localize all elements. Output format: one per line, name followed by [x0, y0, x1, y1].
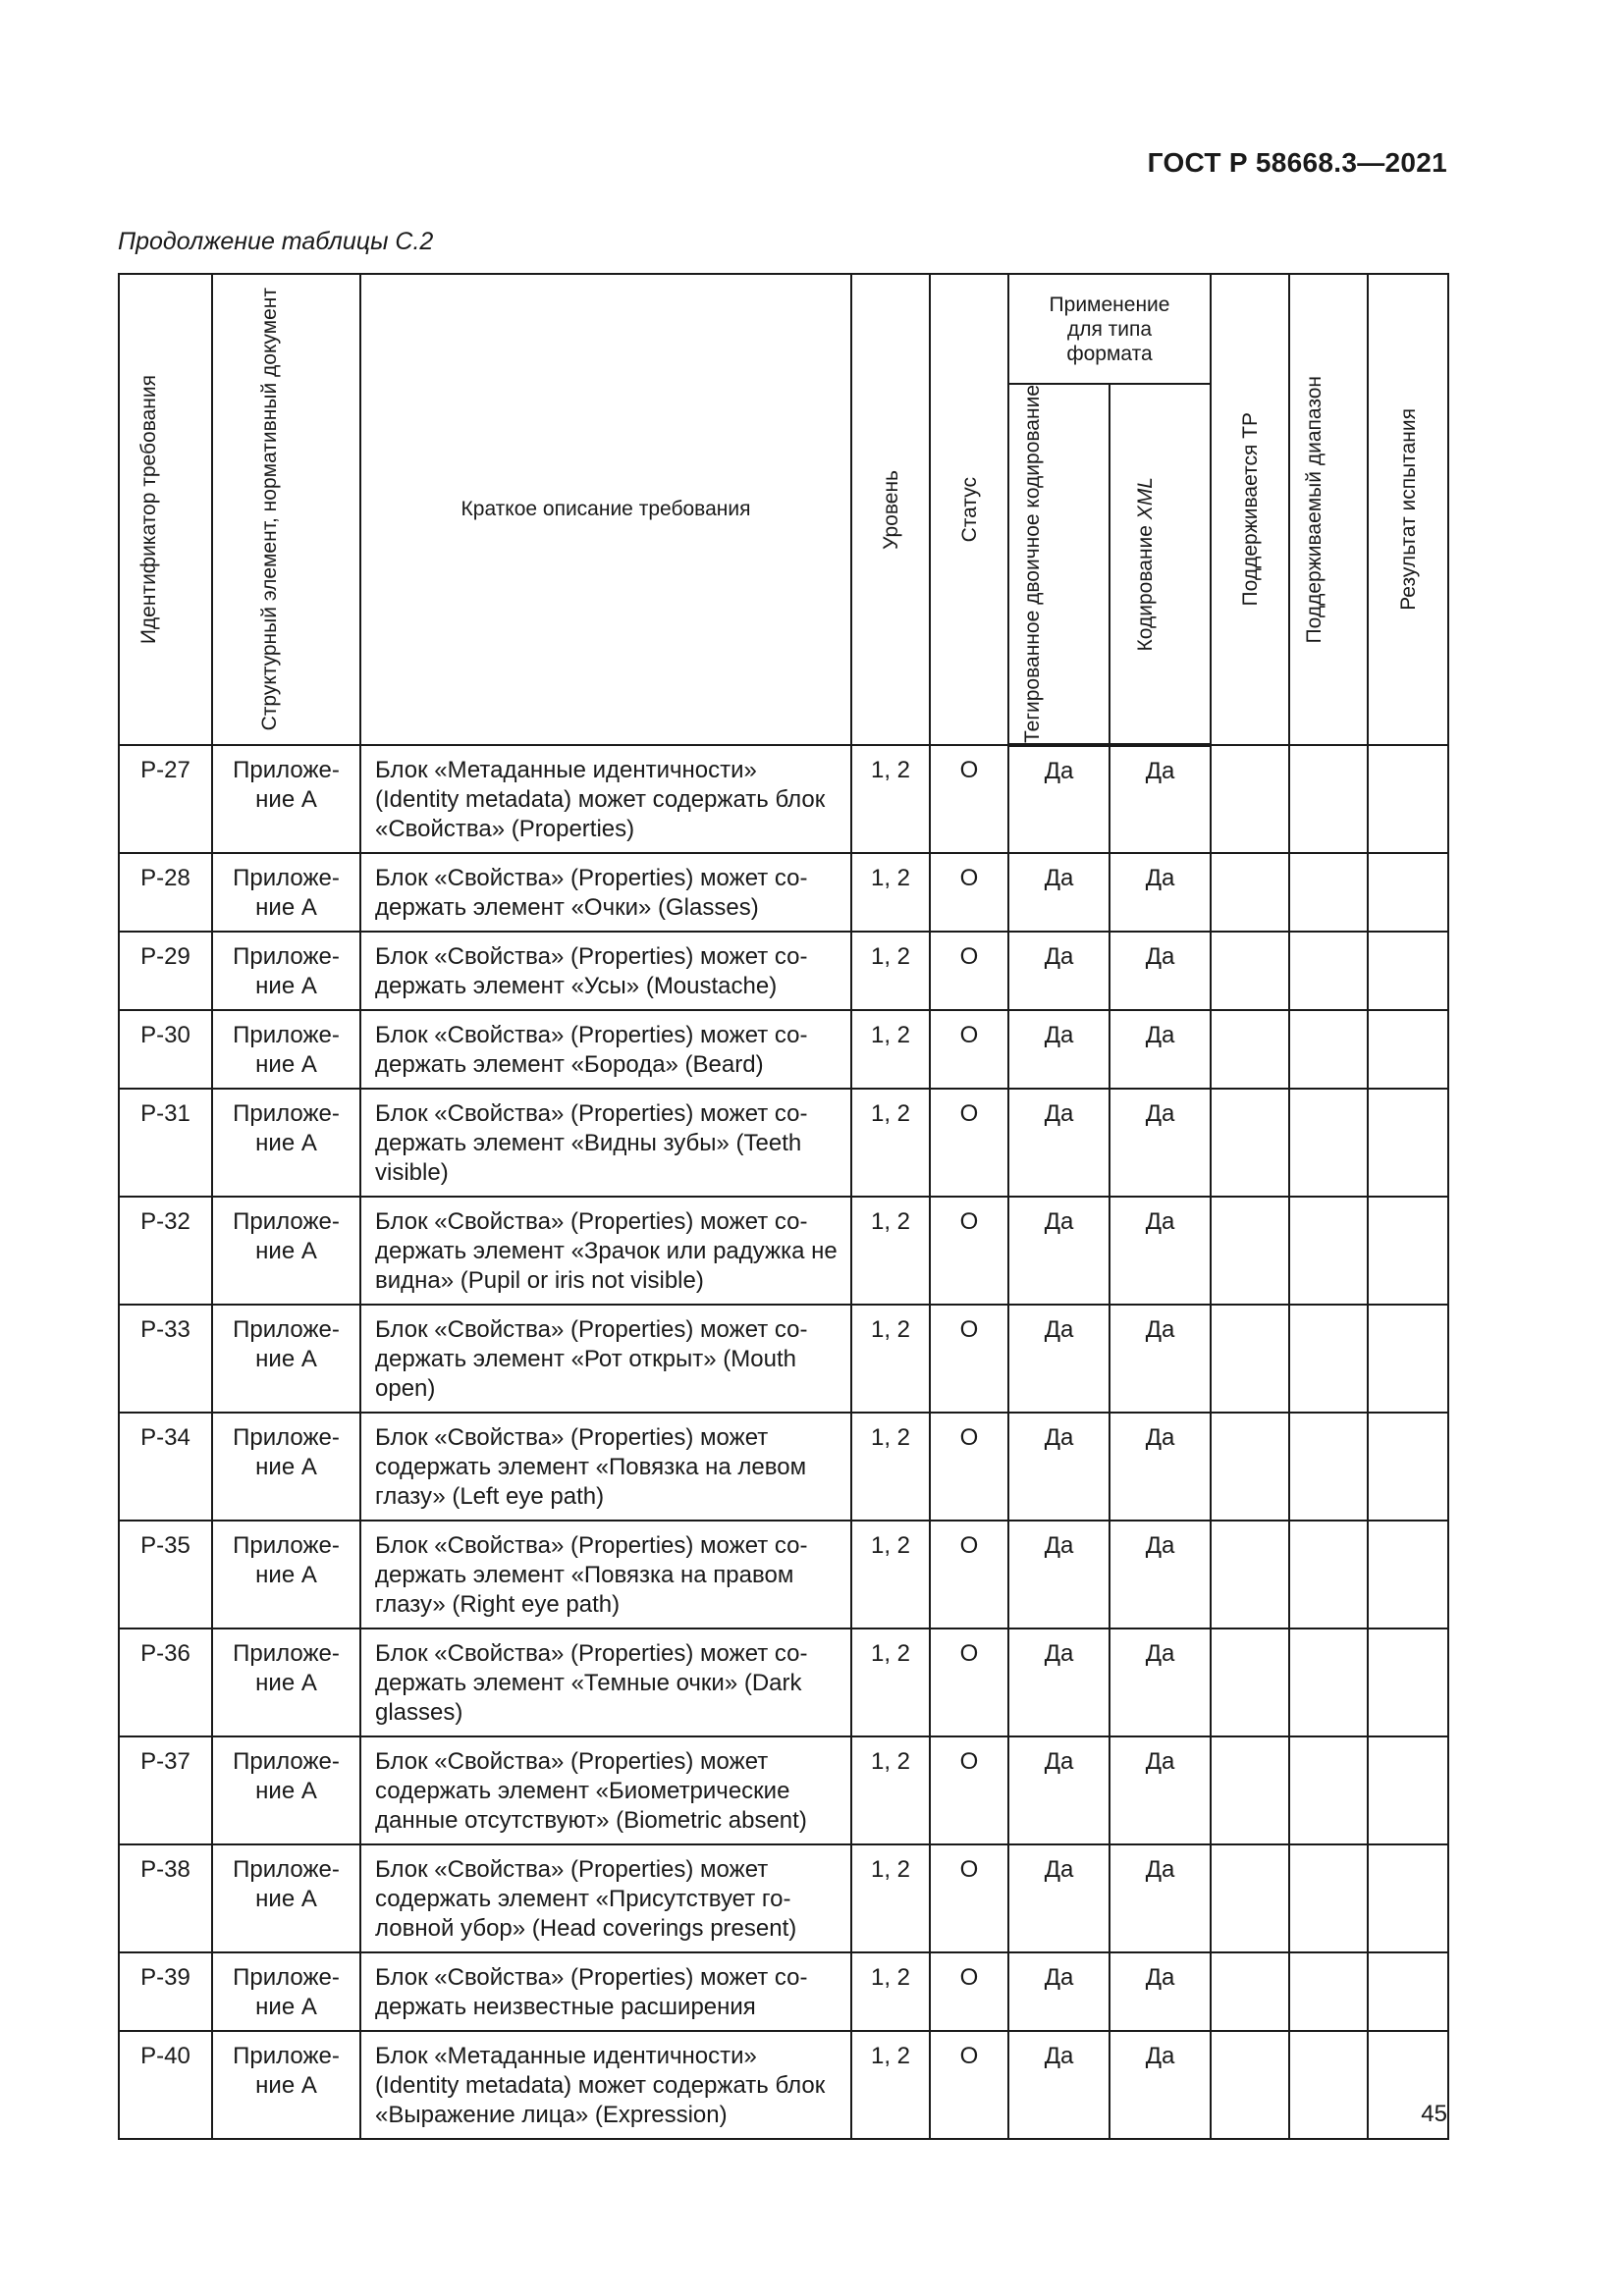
cell-tagged-binary: Да [1008, 1010, 1110, 1089]
cell-structural: Приложе-ние A [212, 1736, 360, 1844]
cell-description: Блок «Метаданные идентичности» (Identity metadata) может содержать блок «Свойства» (Properties) [360, 745, 851, 853]
cell-tagged-binary: Да [1008, 1521, 1110, 1629]
cell-supported [1211, 932, 1289, 1010]
cell-range [1289, 1010, 1368, 1089]
cell-result [1368, 1010, 1448, 1089]
cell-structural: Приложе-ние A [212, 1629, 360, 1736]
cell-status: O [930, 1521, 1008, 1629]
cell-id: P-34 [119, 1413, 212, 1521]
cell-description: Блок «Свойства» (Properties) может со-держать элемент «Темные очки» (Dark glasses) [360, 1629, 851, 1736]
cell-supported [1211, 1305, 1289, 1413]
cell-xml: Да [1110, 1629, 1211, 1736]
cell-range [1289, 1629, 1368, 1736]
table-row [119, 1089, 1448, 1197]
header-level: Уровень [851, 274, 930, 745]
cell-description: Блок «Свойства» (Properties) может со-держать элемент «Борода» (Beard) [360, 1010, 851, 1089]
cell-description: Блок «Свойства» (Properties) может со-держать неизвестные расширения [360, 1952, 851, 2031]
cell-id: P-27 [119, 745, 212, 853]
cell-xml: Да [1110, 1736, 1211, 1844]
table-row [119, 1629, 1448, 1736]
table-caption: Продолжение таблицы С.2 [118, 228, 434, 255]
cell-id: P-37 [119, 1736, 212, 1844]
cell-id: P-33 [119, 1305, 212, 1413]
header-xml: Кодирование XML [1110, 384, 1211, 745]
cell-status: O [930, 1010, 1008, 1089]
cell-result [1368, 1521, 1448, 1629]
cell-range [1289, 1521, 1368, 1629]
cell-tagged-binary: Да [1008, 1952, 1110, 2031]
header-status: Статус [930, 274, 1008, 745]
cell-supported [1211, 853, 1289, 932]
cell-status: O [930, 1413, 1008, 1521]
cell-tagged-binary: Да [1008, 745, 1110, 853]
cell-status: O [930, 1844, 1008, 1952]
cell-level: 1, 2 [851, 1305, 930, 1413]
cell-tagged-binary: Да [1008, 1629, 1110, 1736]
cell-description: Блок «Свойства» (Properties) может со-держать элемент «Усы» (Moustache) [360, 932, 851, 1010]
cell-range [1289, 1197, 1368, 1305]
cell-level: 1, 2 [851, 1413, 930, 1521]
cell-status: O [930, 1952, 1008, 2031]
cell-supported [1211, 1629, 1289, 1736]
table-row [119, 1736, 1448, 1844]
cell-description: Блок «Свойства» (Properties) может со-держать элемент «Очки» (Glasses) [360, 853, 851, 932]
cell-structural: Приложе-ние A [212, 1305, 360, 1413]
cell-level: 1, 2 [851, 1736, 930, 1844]
cell-structural: Приложе-ние A [212, 1413, 360, 1521]
cell-xml: Да [1110, 932, 1211, 1010]
header-structural: Структурный элемент, нормативный документ [212, 274, 360, 745]
cell-level: 1, 2 [851, 745, 930, 853]
cell-structural: Приложе-ние A [212, 932, 360, 1010]
cell-result [1368, 1629, 1448, 1736]
cell-id: P-29 [119, 932, 212, 1010]
cell-range [1289, 1089, 1368, 1197]
cell-description: Блок «Свойства» (Properties) может со-держать элемент «Видны зубы» (Teeth visible) [360, 1089, 851, 1197]
cell-result [1368, 745, 1448, 853]
cell-result [1368, 853, 1448, 932]
header-tagged-binary: Тегированное двоичное кодирование [1008, 384, 1110, 745]
cell-id: P-39 [119, 1952, 212, 2031]
cell-description: Блок «Свойства» (Properties) может со-держать элемент «Зрачок или радужка не видна» (Pupil or iris not visible) [360, 1197, 851, 1305]
cell-result [1368, 1952, 1448, 2031]
cell-tagged-binary: Да [1008, 1089, 1110, 1197]
cell-tagged-binary: Да [1008, 1197, 1110, 1305]
table-row [119, 1844, 1448, 1952]
table-header [119, 274, 1448, 745]
page-number: 45 [1421, 2101, 1447, 2127]
cell-range [1289, 1413, 1368, 1521]
cell-range [1289, 1305, 1368, 1413]
cell-structural: Приложе-ние A [212, 1010, 360, 1089]
cell-structural: Приложе-ние A [212, 1089, 360, 1197]
cell-supported [1211, 1089, 1289, 1197]
cell-level: 1, 2 [851, 2031, 930, 2139]
table-row [119, 1197, 1448, 1305]
cell-xml: Да [1110, 1952, 1211, 2031]
cell-id: P-32 [119, 1197, 212, 1305]
cell-tagged-binary: Да [1008, 1305, 1110, 1413]
cell-description: Блок «Свойства» (Properties) может содержать элемент «Повязка на левом глазу» (Left eye path) [360, 1413, 851, 1521]
cell-supported [1211, 1521, 1289, 1629]
cell-result [1368, 1305, 1448, 1413]
cell-description: Блок «Свойства» (Properties) может со-держать элемент «Повязка на правом глазу» (Right eye path) [360, 1521, 851, 1629]
cell-level: 1, 2 [851, 853, 930, 932]
cell-xml: Да [1110, 2031, 1211, 2139]
cell-level: 1, 2 [851, 1952, 930, 2031]
cell-level: 1, 2 [851, 1089, 930, 1197]
cell-status: O [930, 853, 1008, 932]
cell-level: 1, 2 [851, 1010, 930, 1089]
cell-id: P-35 [119, 1521, 212, 1629]
header-id: Идентификатор требования [119, 274, 212, 745]
cell-description: Блок «Свойства» (Properties) может со-держать элемент «Рот открыт» (Mouth open) [360, 1305, 851, 1413]
cell-result [1368, 1197, 1448, 1305]
table-row [119, 932, 1448, 1010]
table-row [119, 2031, 1448, 2139]
cell-range [1289, 2031, 1368, 2139]
cell-xml: Да [1110, 1089, 1211, 1197]
cell-supported [1211, 2031, 1289, 2139]
cell-supported [1211, 1736, 1289, 1844]
cell-tagged-binary: Да [1008, 853, 1110, 932]
header-range: Поддерживаемый диапазон [1289, 274, 1368, 745]
cell-xml: Да [1110, 745, 1211, 853]
cell-structural: Приложе-ние A [212, 745, 360, 853]
cell-status: O [930, 932, 1008, 1010]
table-row [119, 1521, 1448, 1629]
cell-id: P-28 [119, 853, 212, 932]
cell-structural: Приложе-ние A [212, 1197, 360, 1305]
table-body [119, 745, 1448, 2139]
cell-status: O [930, 745, 1008, 853]
cell-id: P-40 [119, 2031, 212, 2139]
cell-xml: Да [1110, 1305, 1211, 1413]
cell-level: 1, 2 [851, 1844, 930, 1952]
cell-xml: Да [1110, 1413, 1211, 1521]
document-code: ГОСТ Р 58668.3—2021 [1147, 147, 1447, 178]
cell-id: P-38 [119, 1844, 212, 1952]
header-supported: Поддерживается ТР [1211, 274, 1289, 745]
cell-level: 1, 2 [851, 1629, 930, 1736]
cell-structural: Приложе-ние A [212, 853, 360, 932]
cell-status: O [930, 1629, 1008, 1736]
requirements-table [118, 273, 1449, 2140]
cell-description: Блок «Свойства» (Properties) может содержать элемент «Присутствует го-ловной убор» (Head coverings present) [360, 1844, 851, 1952]
cell-range [1289, 853, 1368, 932]
header-format-group: Применение для типа формата [1008, 274, 1211, 384]
cell-tagged-binary: Да [1008, 1736, 1110, 1844]
cell-id: P-30 [119, 1010, 212, 1089]
cell-level: 1, 2 [851, 1197, 930, 1305]
cell-xml: Да [1110, 853, 1211, 932]
cell-tagged-binary: Да [1008, 1844, 1110, 1952]
cell-description: Блок «Метаданные идентичности» (Identity metadata) может содержать блок «Выражение лица» (Expression) [360, 2031, 851, 2139]
cell-structural: Приложе-ние A [212, 1952, 360, 2031]
header-result: Результат испытания [1368, 274, 1448, 745]
cell-tagged-binary: Да [1008, 932, 1110, 1010]
cell-supported [1211, 1010, 1289, 1089]
cell-xml: Да [1110, 1197, 1211, 1305]
table-row [119, 745, 1448, 853]
header-description: Краткое описание требования [360, 274, 851, 745]
cell-result [1368, 1736, 1448, 1844]
cell-status: O [930, 1089, 1008, 1197]
cell-level: 1, 2 [851, 1521, 930, 1629]
cell-tagged-binary: Да [1008, 2031, 1110, 2139]
cell-id: P-31 [119, 1089, 212, 1197]
cell-structural: Приложе-ние A [212, 1521, 360, 1629]
cell-result [1368, 932, 1448, 1010]
cell-xml: Да [1110, 1521, 1211, 1629]
cell-xml: Да [1110, 1010, 1211, 1089]
cell-status: O [930, 1736, 1008, 1844]
table-row [119, 1305, 1448, 1413]
cell-supported [1211, 745, 1289, 853]
cell-range [1289, 745, 1368, 853]
cell-result [1368, 1413, 1448, 1521]
cell-supported [1211, 1413, 1289, 1521]
table-row [119, 1413, 1448, 1521]
cell-result [1368, 1844, 1448, 1952]
cell-tagged-binary: Да [1008, 1413, 1110, 1521]
cell-supported [1211, 1844, 1289, 1952]
table-row [119, 1010, 1448, 1089]
table-row [119, 853, 1448, 932]
cell-range [1289, 932, 1368, 1010]
cell-range [1289, 1844, 1368, 1952]
cell-supported [1211, 1952, 1289, 2031]
cell-structural: Приложе-ние A [212, 2031, 360, 2139]
cell-range [1289, 1736, 1368, 1844]
cell-status: O [930, 1305, 1008, 1413]
cell-description: Блок «Свойства» (Properties) может содержать элемент «Биометрические данные отсутствуют» (Biometric absent) [360, 1736, 851, 1844]
cell-result [1368, 1089, 1448, 1197]
cell-range [1289, 1952, 1368, 2031]
cell-id: P-36 [119, 1629, 212, 1736]
cell-supported [1211, 1197, 1289, 1305]
cell-status: O [930, 2031, 1008, 2139]
table-row [119, 1952, 1448, 2031]
cell-status: O [930, 1197, 1008, 1305]
cell-xml: Да [1110, 1844, 1211, 1952]
cell-structural: Приложе-ние A [212, 1844, 360, 1952]
cell-level: 1, 2 [851, 932, 930, 1010]
